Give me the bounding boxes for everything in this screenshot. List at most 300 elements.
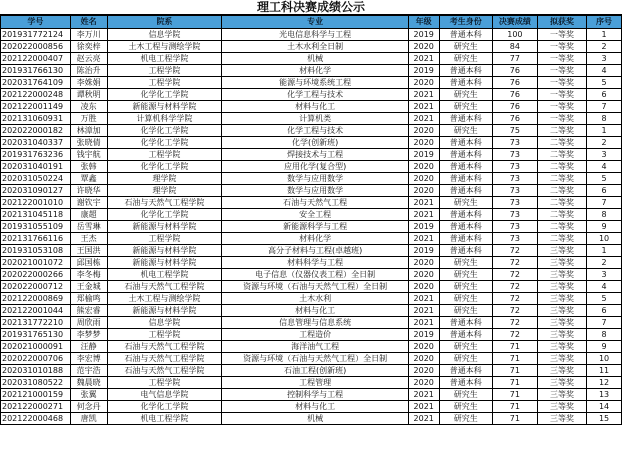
major-cell: 材料与化工 xyxy=(222,101,409,113)
score-cell: 77 xyxy=(492,53,537,65)
name-cell: 邱国栋 xyxy=(70,257,107,269)
name-cell: 周欣雨 xyxy=(70,317,107,329)
award-cell: 三等奖 xyxy=(537,329,586,341)
rank-cell: 8 xyxy=(587,209,622,221)
score-cell: 71 xyxy=(492,377,537,389)
table-row xyxy=(1,221,622,233)
award-cell: 二等奖 xyxy=(537,125,586,137)
student-id-cell: 202122001010 xyxy=(1,197,71,209)
table-row xyxy=(1,125,622,137)
status-cell: 研究生 xyxy=(439,389,492,401)
score-cell: 76 xyxy=(492,65,537,77)
rank-cell: 4 xyxy=(587,65,622,77)
table-row xyxy=(1,29,622,41)
table-row xyxy=(1,209,622,221)
grade-cell: 2019 xyxy=(408,329,439,341)
award-cell: 三等奖 xyxy=(537,317,586,329)
name-cell: 魏晨晓 xyxy=(70,377,107,389)
score-cell: 72 xyxy=(492,317,537,329)
status-cell: 研究生 xyxy=(439,53,492,65)
name-cell: 李梦梦 xyxy=(70,329,107,341)
student-id-cell: 202122000869 xyxy=(1,293,71,305)
score-cell: 72 xyxy=(492,269,537,281)
student-id-cell: 201931055109 xyxy=(1,221,71,233)
major-cell: 化学工程与技术 xyxy=(222,89,409,101)
rank-cell: 2 xyxy=(587,41,622,53)
col-header-rank: 序号 xyxy=(587,16,622,29)
award-cell: 三等奖 xyxy=(537,245,586,257)
department-cell: 石油与天然气工程学院 xyxy=(107,353,222,365)
col-header-status: 考生身份 xyxy=(439,16,492,29)
results-table xyxy=(0,15,622,425)
status-cell: 普通本科 xyxy=(439,317,492,329)
name-cell: 何念丹 xyxy=(70,401,107,413)
score-cell: 73 xyxy=(492,161,537,173)
rank-cell: 10 xyxy=(587,233,622,245)
name-cell: 陈治升 xyxy=(70,65,107,77)
student-id-cell: 202031050224 xyxy=(1,173,71,185)
department-cell: 新能源与材料学院 xyxy=(107,257,222,269)
score-cell: 72 xyxy=(492,281,537,293)
score-cell: 73 xyxy=(492,185,537,197)
name-cell: 岳雪琳 xyxy=(70,221,107,233)
student-id-cell: 202131772210 xyxy=(1,317,71,329)
table-row xyxy=(1,389,622,401)
grade-cell: 2019 xyxy=(408,221,439,233)
award-cell: 二等奖 xyxy=(537,161,586,173)
major-cell: 材料化学 xyxy=(222,233,409,245)
major-cell: 化学(创新班) xyxy=(222,137,409,149)
department-cell: 工程学院 xyxy=(107,65,222,77)
status-cell: 普通本科 xyxy=(439,377,492,389)
table-row xyxy=(1,233,622,245)
rank-cell: 13 xyxy=(587,389,622,401)
score-cell: 71 xyxy=(492,401,537,413)
award-cell: 二等奖 xyxy=(537,173,586,185)
status-cell: 研究生 xyxy=(439,89,492,101)
major-cell: 电子信息（仪器仪表工程）全日制 xyxy=(222,269,409,281)
award-cell: 二等奖 xyxy=(537,209,586,221)
score-cell: 100 xyxy=(492,29,537,41)
grade-cell: 2019 xyxy=(408,29,439,41)
table-body xyxy=(1,29,622,425)
award-cell: 二等奖 xyxy=(537,221,586,233)
major-cell: 机械 xyxy=(222,53,409,65)
department-cell: 新能源与材料学院 xyxy=(107,305,222,317)
student-id-cell: 202131766116 xyxy=(1,233,71,245)
major-cell: 数学与应用数学 xyxy=(222,185,409,197)
name-cell: 王国洪 xyxy=(70,245,107,257)
rank-cell: 5 xyxy=(587,173,622,185)
status-cell: 普通本科 xyxy=(439,161,492,173)
score-cell: 71 xyxy=(492,365,537,377)
grade-cell: 2021 xyxy=(408,101,439,113)
department-cell: 化学化工学院 xyxy=(107,401,222,413)
major-cell: 高分子材料与工程(卓越班) xyxy=(222,245,409,257)
table-row xyxy=(1,293,622,305)
department-cell: 石油与天然气工程学院 xyxy=(107,341,222,353)
table-row xyxy=(1,245,622,257)
rank-cell: 15 xyxy=(587,413,622,425)
status-cell: 研究生 xyxy=(439,293,492,305)
rank-cell: 3 xyxy=(587,269,622,281)
student-id-cell: 202122000468 xyxy=(1,413,71,425)
student-id-cell: 201931766130 xyxy=(1,65,71,77)
department-cell: 新能源与材料学院 xyxy=(107,221,222,233)
grade-cell: 2021 xyxy=(408,305,439,317)
major-cell: 材料化学 xyxy=(222,65,409,77)
col-header-student-id: 学号 xyxy=(1,16,71,29)
student-id-cell: 202031080522 xyxy=(1,377,71,389)
table-row xyxy=(1,401,622,413)
major-cell: 信息管理与信息系统 xyxy=(222,317,409,329)
department-cell: 电气信息学院 xyxy=(107,389,222,401)
department-cell: 化学化工学院 xyxy=(107,161,222,173)
table-row xyxy=(1,377,622,389)
name-cell: 范宇浩 xyxy=(70,365,107,377)
student-id-cell: 202031040191 xyxy=(1,161,71,173)
student-id-cell: 202022000182 xyxy=(1,125,71,137)
name-cell: 张翼 xyxy=(70,389,107,401)
student-id-cell: 202031090127 xyxy=(1,185,71,197)
student-id-cell: 202021001072 xyxy=(1,257,71,269)
grade-cell: 2021 xyxy=(408,209,439,221)
department-cell: 工程学院 xyxy=(107,77,222,89)
score-cell: 71 xyxy=(492,341,537,353)
table-row xyxy=(1,329,622,341)
student-id-cell: 202122001044 xyxy=(1,305,71,317)
status-cell: 研究生 xyxy=(439,401,492,413)
table-row xyxy=(1,101,622,113)
status-cell: 研究生 xyxy=(439,281,492,293)
grade-cell: 2020 xyxy=(408,269,439,281)
status-cell: 普通本科 xyxy=(439,65,492,77)
department-cell: 工程学院 xyxy=(107,233,222,245)
student-id-cell: 202022000266 xyxy=(1,269,71,281)
status-cell: 普通本科 xyxy=(439,29,492,41)
table-row xyxy=(1,305,622,317)
col-header-name: 姓名 xyxy=(70,16,107,29)
status-cell: 普通本科 xyxy=(439,173,492,185)
department-cell: 新能源与材料学院 xyxy=(107,245,222,257)
name-cell: 钱宇航 xyxy=(70,149,107,161)
department-cell: 理学院 xyxy=(107,185,222,197)
major-cell: 石油工程(创新班) xyxy=(222,365,409,377)
table-row xyxy=(1,53,622,65)
table-row xyxy=(1,173,622,185)
table-row xyxy=(1,317,622,329)
student-id-cell: 202031764109 xyxy=(1,77,71,89)
grade-cell: 2021 xyxy=(408,113,439,125)
student-id-cell: 202122000271 xyxy=(1,401,71,413)
rank-cell: 5 xyxy=(587,293,622,305)
student-id-cell: 201931763236 xyxy=(1,149,71,161)
name-cell: 徐奕梓 xyxy=(70,41,107,53)
department-cell: 计算机科学学院 xyxy=(107,113,222,125)
student-id-cell: 202121000159 xyxy=(1,389,71,401)
score-cell: 73 xyxy=(492,209,537,221)
department-cell: 化学化工学院 xyxy=(107,137,222,149)
score-cell: 76 xyxy=(492,77,537,89)
major-cell: 海洋油气工程 xyxy=(222,341,409,353)
major-cell: 应用化学(复合型) xyxy=(222,161,409,173)
grade-cell: 2020 xyxy=(408,77,439,89)
status-cell: 普通本科 xyxy=(439,233,492,245)
rank-cell: 14 xyxy=(587,401,622,413)
table-row xyxy=(1,41,622,53)
major-cell: 材料与化工 xyxy=(222,305,409,317)
major-cell: 能源与环境系统工程 xyxy=(222,77,409,89)
rank-cell: 8 xyxy=(587,113,622,125)
award-cell: 三等奖 xyxy=(537,377,586,389)
rank-cell: 6 xyxy=(587,89,622,101)
status-cell: 普通本科 xyxy=(439,209,492,221)
rank-cell: 9 xyxy=(587,341,622,353)
award-cell: 二等奖 xyxy=(537,137,586,149)
score-cell: 73 xyxy=(492,221,537,233)
table-row xyxy=(1,341,622,353)
name-cell: 张晓倩 xyxy=(70,137,107,149)
department-cell: 化学化工学院 xyxy=(107,125,222,137)
rank-cell: 6 xyxy=(587,305,622,317)
grade-cell: 2021 xyxy=(408,89,439,101)
table-row xyxy=(1,413,622,425)
table-row xyxy=(1,197,622,209)
table-row xyxy=(1,113,622,125)
table-row xyxy=(1,269,622,281)
rank-cell: 7 xyxy=(587,101,622,113)
status-cell: 研究生 xyxy=(439,341,492,353)
grade-cell: 2021 xyxy=(408,197,439,209)
department-cell: 工程学院 xyxy=(107,329,222,341)
score-cell: 71 xyxy=(492,413,537,425)
department-cell: 机电工程学院 xyxy=(107,53,222,65)
rank-cell: 12 xyxy=(587,377,622,389)
rank-cell: 2 xyxy=(587,257,622,269)
award-cell: 三等奖 xyxy=(537,281,586,293)
name-cell: 李宏博 xyxy=(70,353,107,365)
award-cell: 三等奖 xyxy=(537,365,586,377)
major-cell: 工程造价 xyxy=(222,329,409,341)
major-cell: 土木水利全日制 xyxy=(222,41,409,53)
major-cell: 控制科学与工程 xyxy=(222,389,409,401)
award-cell: 三等奖 xyxy=(537,293,586,305)
major-cell: 石油与天然气工程 xyxy=(222,197,409,209)
status-cell: 普通本科 xyxy=(439,329,492,341)
header-row xyxy=(1,16,622,29)
table-row xyxy=(1,281,622,293)
status-cell: 普通本科 xyxy=(439,137,492,149)
status-cell: 研究生 xyxy=(439,257,492,269)
status-cell: 研究生 xyxy=(439,413,492,425)
student-id-cell: 202131045118 xyxy=(1,209,71,221)
table-row xyxy=(1,137,622,149)
department-cell: 机电工程学院 xyxy=(107,269,222,281)
name-cell: 李万川 xyxy=(70,29,107,41)
table-row xyxy=(1,89,622,101)
major-cell: 光电信息科学与工程 xyxy=(222,29,409,41)
score-cell: 73 xyxy=(492,173,537,185)
rank-cell: 1 xyxy=(587,29,622,41)
department-cell: 工程学院 xyxy=(107,377,222,389)
rank-cell: 7 xyxy=(587,197,622,209)
status-cell: 研究生 xyxy=(439,305,492,317)
name-cell: 王金城 xyxy=(70,281,107,293)
department-cell: 工程学院 xyxy=(107,149,222,161)
name-cell: 许晓华 xyxy=(70,185,107,197)
rank-cell: 8 xyxy=(587,329,622,341)
table-row xyxy=(1,257,622,269)
award-cell: 一等奖 xyxy=(537,65,586,77)
name-cell: 谭秋明 xyxy=(70,89,107,101)
grade-cell: 2020 xyxy=(408,377,439,389)
rank-cell: 9 xyxy=(587,221,622,233)
grade-cell: 2020 xyxy=(408,353,439,365)
award-cell: 一等奖 xyxy=(537,53,586,65)
grade-cell: 2020 xyxy=(408,161,439,173)
department-cell: 石油与天然气工程学院 xyxy=(107,197,222,209)
rank-cell: 3 xyxy=(587,53,622,65)
rank-cell: 2 xyxy=(587,137,622,149)
table-row xyxy=(1,77,622,89)
department-cell: 化学化工学院 xyxy=(107,209,222,221)
award-cell: 三等奖 xyxy=(537,353,586,365)
table-row xyxy=(1,185,622,197)
table-row xyxy=(1,65,622,77)
award-cell: 二等奖 xyxy=(537,185,586,197)
major-cell: 资源与环境（石油与天然气工程）全日制 xyxy=(222,281,409,293)
department-cell: 新能源与材料学院 xyxy=(107,101,222,113)
award-cell: 三等奖 xyxy=(537,257,586,269)
award-cell: 一等奖 xyxy=(537,113,586,125)
table-row xyxy=(1,365,622,377)
student-id-cell: 202122001149 xyxy=(1,101,71,113)
department-cell: 信息学院 xyxy=(107,317,222,329)
award-cell: 二等奖 xyxy=(537,233,586,245)
student-id-cell: 202122000407 xyxy=(1,53,71,65)
name-cell: 林漳加 xyxy=(70,125,107,137)
status-cell: 研究生 xyxy=(439,101,492,113)
department-cell: 机电工程学院 xyxy=(107,413,222,425)
grade-cell: 2021 xyxy=(408,233,439,245)
score-cell: 73 xyxy=(492,149,537,161)
rank-cell: 4 xyxy=(587,161,622,173)
name-cell: 赵云亮 xyxy=(70,53,107,65)
grade-cell: 2020 xyxy=(408,185,439,197)
score-cell: 73 xyxy=(492,233,537,245)
award-cell: 三等奖 xyxy=(537,413,586,425)
name-cell: 郑榆鸣 xyxy=(70,293,107,305)
status-cell: 研究生 xyxy=(439,125,492,137)
name-cell: 谢钦宇 xyxy=(70,197,107,209)
col-header-score: 决赛成绩 xyxy=(492,16,537,29)
name-cell: 唐凯 xyxy=(70,413,107,425)
name-cell: 王杰 xyxy=(70,233,107,245)
grade-cell: 2021 xyxy=(408,413,439,425)
grade-cell: 2021 xyxy=(408,389,439,401)
name-cell: 汪静 xyxy=(70,341,107,353)
grade-cell: 2019 xyxy=(408,65,439,77)
department-cell: 化学化工学院 xyxy=(107,89,222,101)
score-cell: 71 xyxy=(492,353,537,365)
name-cell: 康超 xyxy=(70,209,107,221)
score-cell: 72 xyxy=(492,245,537,257)
rank-cell: 3 xyxy=(587,149,622,161)
award-cell: 一等奖 xyxy=(537,77,586,89)
major-cell: 材料与化工 xyxy=(222,401,409,413)
col-header-department: 院系 xyxy=(107,16,222,29)
major-cell: 资源与环境（石油与天然气工程）全日制 xyxy=(222,353,409,365)
name-cell: 熊宏睿 xyxy=(70,305,107,317)
department-cell: 信息学院 xyxy=(107,29,222,41)
grade-cell: 2020 xyxy=(408,341,439,353)
award-cell: 三等奖 xyxy=(537,341,586,353)
status-cell: 普通本科 xyxy=(439,365,492,377)
score-cell: 76 xyxy=(492,101,537,113)
rank-cell: 1 xyxy=(587,125,622,137)
award-cell: 一等奖 xyxy=(537,101,586,113)
department-cell: 理学院 xyxy=(107,173,222,185)
score-cell: 72 xyxy=(492,305,537,317)
student-id-cell: 202122000248 xyxy=(1,89,71,101)
grade-cell: 2020 xyxy=(408,125,439,137)
grade-cell: 2021 xyxy=(408,53,439,65)
status-cell: 普通本科 xyxy=(439,113,492,125)
name-cell: 凌东 xyxy=(70,101,107,113)
department-cell: 石油与天然气工程学院 xyxy=(107,365,222,377)
grade-cell: 2021 xyxy=(408,401,439,413)
department-cell: 土木工程与测绘学院 xyxy=(107,41,222,53)
grade-cell: 2020 xyxy=(408,257,439,269)
status-cell: 普通本科 xyxy=(439,221,492,233)
major-cell: 计算机类 xyxy=(222,113,409,125)
student-id-cell: 202022000706 xyxy=(1,353,71,365)
student-id-cell: 202021000091 xyxy=(1,341,71,353)
rank-cell: 1 xyxy=(587,245,622,257)
major-cell: 土木水利 xyxy=(222,293,409,305)
student-id-cell: 201931765130 xyxy=(1,329,71,341)
award-cell: 三等奖 xyxy=(537,389,586,401)
student-id-cell: 202031010188 xyxy=(1,365,71,377)
score-cell: 73 xyxy=(492,197,537,209)
rank-cell: 7 xyxy=(587,317,622,329)
page-title: 理工科决赛成绩公示 xyxy=(0,0,622,15)
name-cell: 李冬梅 xyxy=(70,269,107,281)
grade-cell: 2020 xyxy=(408,137,439,149)
rank-cell: 5 xyxy=(587,77,622,89)
score-cell: 76 xyxy=(492,113,537,125)
col-header-grade: 年级 xyxy=(408,16,439,29)
score-cell: 72 xyxy=(492,257,537,269)
status-cell: 研究生 xyxy=(439,197,492,209)
major-cell: 新能源科学与工程 xyxy=(222,221,409,233)
status-cell: 研究生 xyxy=(439,353,492,365)
table-row xyxy=(1,353,622,365)
score-cell: 84 xyxy=(492,41,537,53)
rank-cell: 10 xyxy=(587,353,622,365)
student-id-cell: 201931053108 xyxy=(1,245,71,257)
score-cell: 73 xyxy=(492,137,537,149)
award-cell: 三等奖 xyxy=(537,305,586,317)
grade-cell: 2019 xyxy=(408,245,439,257)
score-cell: 76 xyxy=(492,89,537,101)
col-header-award: 拟获奖 xyxy=(537,16,586,29)
award-cell: 一等奖 xyxy=(537,41,586,53)
status-cell: 普通本科 xyxy=(439,185,492,197)
major-cell: 工程管理 xyxy=(222,377,409,389)
major-cell: 数学与应用数学 xyxy=(222,173,409,185)
major-cell: 焊接技术与工程 xyxy=(222,149,409,161)
